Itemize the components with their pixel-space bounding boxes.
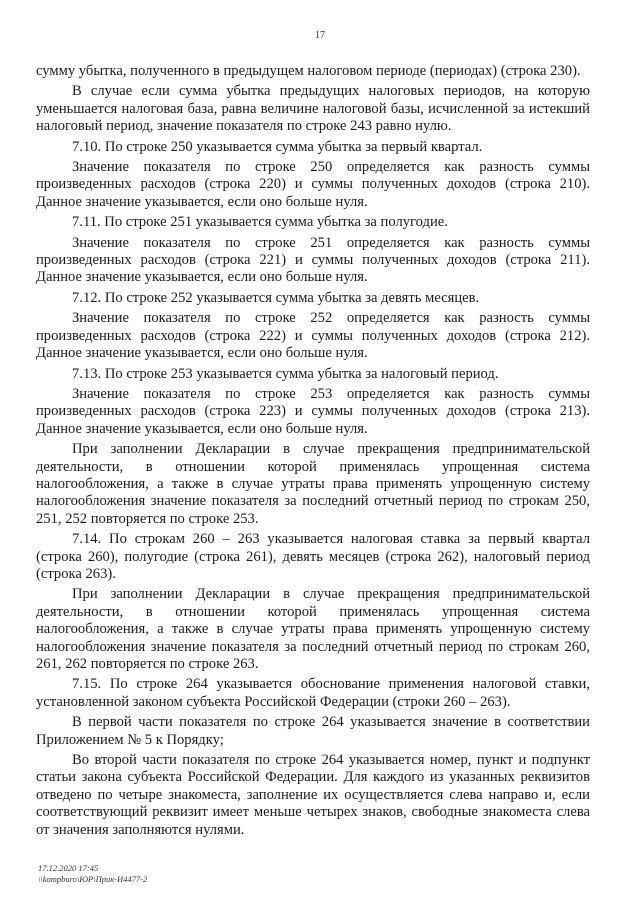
paragraph: сумму убытка, полученного в предыдущем налоговом периоде (периодах) (строка 230). <box>36 63 581 79</box>
paragraph: Во второй части показателя по строке 264 указывается номер, пункт и подпункт статьи закона субъекта Российской Федерации. Для каждого из указанных реквизитов отведено по четыре знакоместа, заполнение их осуществляется слева направо и, если соответствующий реквизит имеет меньше четырех знаков, свободные знакоместа слева от значения заполняются нулями. <box>36 752 590 838</box>
paragraph: При заполнении Декларации в случае прекращения предпринимательской деятельности, в отношении которой применялась упрощенная система налогообложения, а также в случае утраты права применять упрощенную систему налогообложения значение показателя за последний отчетный период по строкам 260, 261, 262 повторяется по строке 263. <box>36 586 590 672</box>
paragraph: 7.14. По строкам 260 – 263 указывается налоговая ставка за первый квартал (строка 260), полугодие (строка 261), девять месяцев (строка 262), налоговый период (строка 263). <box>36 531 590 582</box>
paragraph: Значение показателя по строке 252 определяется как разность суммы произведенных расходов (строка 222) и суммы полученных доходов (строка 212). Данное значение указывается, если оно больше нуля. <box>36 310 590 362</box>
paragraph: Значение показателя по строке 253 определяется как разность суммы произведенных расходов (строка 223) и суммы полученных доходов (строка 213). Данное значение указывается, если оно больше нуля. <box>36 385 590 437</box>
document-body <box>36 63 590 842</box>
footer-date: 17.12.2020 17:45 <box>38 863 99 873</box>
paragraph: Значение показателя по строке 250 определяется как разность суммы произведенных расходов (строка 220) и суммы полученных доходов (строка 210). Данное значение указывается, если оно больше нуля. <box>36 159 590 210</box>
paragraph: Значение показателя по строке 251 определяется как разность суммы произведенных расходов (строка 221) и суммы полученных доходов (строка 211). Данное значение указывается, если оно больше нуля. <box>36 234 590 286</box>
paragraph: 7.15. По строке 264 указывается обоснование применения налоговой ставки, установленной законом субъекта Российской Федерации (строки 260 – 263). <box>36 676 590 710</box>
paragraph: В первой части показателя по строке 264 указывается значение в соответствии Приложением № 5 к Порядку; <box>36 714 590 748</box>
paragraph: При заполнении Декларации в случае прекращения предпринимательской деятельности, в отношении которой применялась упрощенная система налогообложения, а также в случае утраты права применять упрощенную систему налогообложения значение показателя за последний отчетный период по строкам 250, 251, 252 повторяется по строке 253. <box>36 441 590 527</box>
footer-document-code: \\kompburo\ЮР\Прик-И4477-2 <box>38 874 148 884</box>
page-number: 17 <box>315 30 325 41</box>
paragraph: 7.12. По строке 252 указывается сумма убытка за девять месяцев. <box>72 289 480 306</box>
footer <box>38 863 147 885</box>
paragraph: В случае если сумма убытка предыдущих налоговых периодов, на которую уменьшается налоговая база, равна величине налоговой базы, исчисленной за истекший налоговый период, значение показателя по строке 243 равно нулю. <box>36 83 590 135</box>
paragraph: 7.11. По строке 251 указывается сумма убытка за полугодие. <box>72 214 448 231</box>
paragraph: 7.10. По строке 250 указывается сумма убытка за первый квартал. <box>72 138 483 155</box>
paragraph: 7.13. По строке 253 указывается сумма убытка за налоговый период. <box>72 365 499 382</box>
